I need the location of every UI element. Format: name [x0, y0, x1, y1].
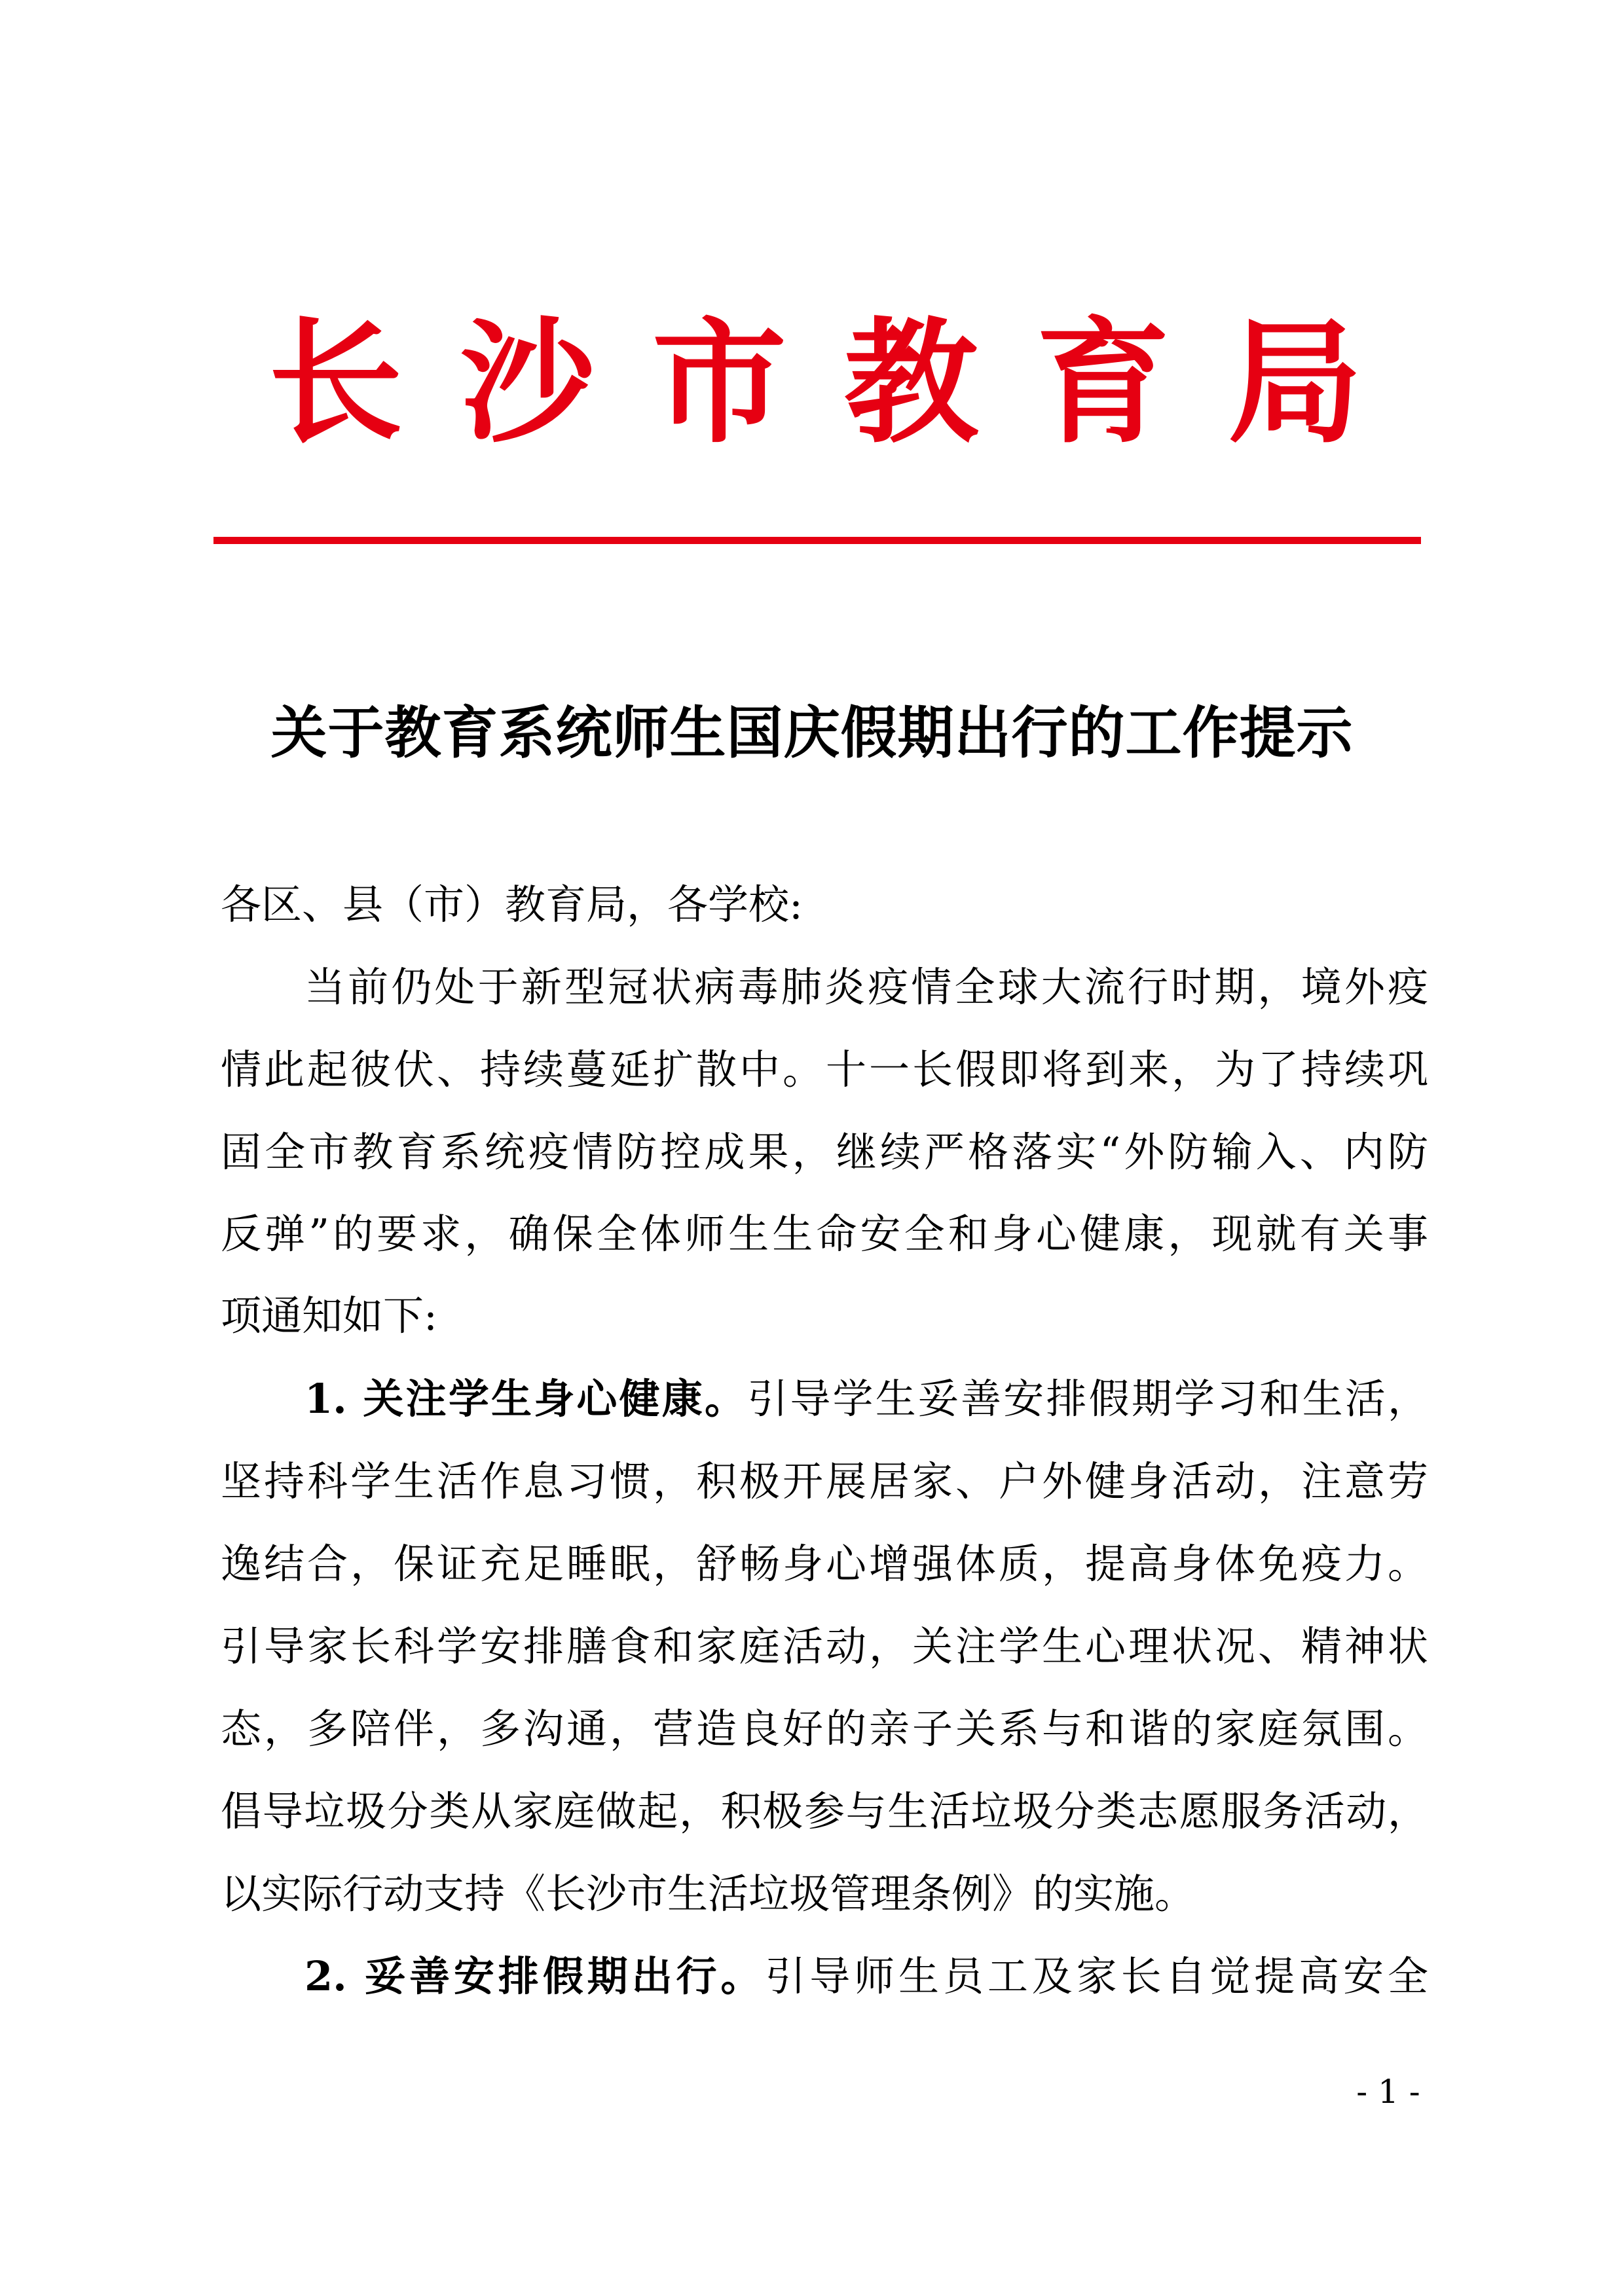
- header-char: 沙: [460, 304, 595, 462]
- header-char: 教: [844, 304, 978, 462]
- body-line: 以实际行动支持《长沙市生活垃圾管理条例》的实施。: [221, 1870, 1196, 1918]
- section-heading-line: 1. 关注学生身心健康。引导学生妥善安排假期学习和生活，: [304, 1375, 1428, 1423]
- red-divider: [213, 537, 1421, 544]
- body-line: 当前仍处于新型冠状病毒肺炎疫情全球大流行时期，境外疫: [304, 963, 1428, 1011]
- body-line: 逸结合，保证充足睡眠，舒畅身心增强体质，提高身体免疫力。: [221, 1540, 1428, 1588]
- header-char: 市: [652, 304, 786, 462]
- section-heading: 2. 妥善安排假期出行。: [304, 1952, 766, 2000]
- header-char: 育: [1036, 304, 1170, 462]
- issuing-authority-header: [268, 304, 1362, 462]
- body-line: 态，多陪伴，多沟通，营造良好的亲子关系与和谐的家庭氛围。: [221, 1705, 1428, 1753]
- body-line: 固全市教育系统疫情防控成果，继续严格落实“外防输入、内防: [221, 1128, 1428, 1176]
- body-line: 倡导垃圾分类从家庭做起，积极参与生活垃圾分类志愿服务活动，: [221, 1787, 1428, 1835]
- body-line: 情此起彼伏、持续蔓延扩散中。十一长假即将到来，为了持续巩: [221, 1046, 1428, 1093]
- salutation: 各区、县（市）教育局，各学校:: [221, 881, 803, 928]
- page-number: - 1 -: [1356, 2073, 1420, 2111]
- document-title: 关于教育系统师生国庆假期出行的工作提示: [270, 700, 1354, 766]
- section-heading-line: 2. 妥善安排假期出行。引导师生员工及家长自觉提高安全: [304, 1952, 1428, 2000]
- header-char: 长: [268, 304, 403, 462]
- body-line: 坚持科学生活作息习惯，积极开展居家、户外健身活动，注意劳: [221, 1457, 1428, 1505]
- body-line: 项通知如下:: [221, 1292, 437, 1339]
- section-heading: 1. 关注学生身心健康。: [304, 1375, 748, 1423]
- body-line: 引导家长科学安排膳食和家庭活动，关注学生心理状况、精神状: [221, 1622, 1428, 1670]
- header-char: 局: [1228, 304, 1362, 462]
- body-line: 反弹”的要求，确保全体师生生命安全和身心健康，现就有关事: [221, 1210, 1428, 1258]
